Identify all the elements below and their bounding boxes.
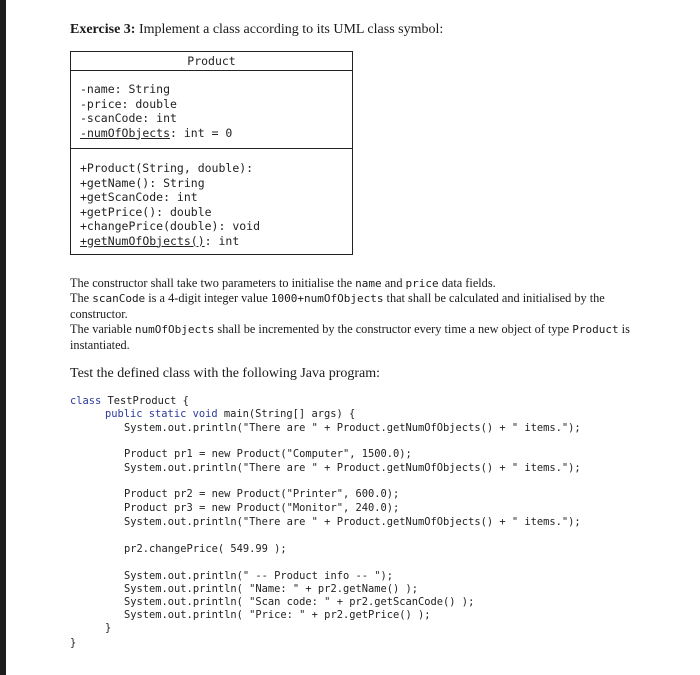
text: is instantiated. <box>70 322 630 352</box>
uml-static-op-name: getNumOfObjects() <box>86 233 205 248</box>
code-line: pr2.changePrice( 549.99 ); <box>124 543 287 555</box>
code-line: } <box>105 622 112 634</box>
uml-static-attr-name: numOfObjects <box>86 125 171 140</box>
uml-static-attr-prefix: - <box>80 125 87 140</box>
code-line: System.out.println("There are " + Product.getNumOfObjects() + " items."); <box>124 422 581 434</box>
code-term: numOfObjects <box>134 323 215 336</box>
uml-static-operation <box>80 234 352 249</box>
test-heading: Test the defined class with the following Java program: <box>70 366 381 381</box>
code-term: 1000+numOfObjects <box>270 292 384 305</box>
description-paragraph-numofobjects <box>70 322 665 353</box>
code-line: Product pr2 = new Product("Printer", 600.0); <box>124 488 400 500</box>
left-edge-bar <box>0 0 6 675</box>
code-line: System.out.println( "Price: " + pr2.getPrice() ); <box>124 609 431 621</box>
exercise-label: Exercise 3: <box>70 22 136 37</box>
description-paragraph-scancode <box>70 291 665 322</box>
uml-class-diagram <box>70 51 353 255</box>
code-keyword: class <box>70 395 102 407</box>
uml-class-name: Product <box>71 52 352 71</box>
uml-attribute: -scanCode: int <box>80 111 177 125</box>
code-text: TestProduct { <box>101 395 189 407</box>
text: The <box>70 291 93 305</box>
uml-operations <box>71 149 352 248</box>
code-term: Product <box>572 323 619 336</box>
code-line: Product pr1 = new Product("Computer", 1500.0); <box>124 448 412 460</box>
exercise-text: Implement a class according to its UML class symbol: <box>135 22 444 37</box>
text: is a 4-digit integer value <box>145 291 271 305</box>
uml-attributes <box>71 71 352 149</box>
code-line: System.out.println("There are " + Product.getNumOfObjects() + " items."); <box>124 516 581 528</box>
text: The constructor shall take two parameters to initialise the <box>70 276 356 290</box>
text: The variable <box>70 322 135 336</box>
code-line <box>70 395 189 408</box>
code-line: } <box>70 637 77 649</box>
code-term: name <box>355 277 382 290</box>
code-term: scanCode <box>92 292 146 305</box>
code-keyword: public static void <box>105 408 218 420</box>
uml-operation: +getScanCode: int <box>80 190 198 204</box>
uml-operation: +getName(): String <box>80 175 205 190</box>
uml-operation: +Product(String, double): <box>80 161 254 175</box>
uml-operation: +getPrice(): double <box>80 204 212 219</box>
exercise-title <box>70 22 443 38</box>
code-line: System.out.println( "Scan code: " + pr2.getScanCode() ); <box>124 596 475 608</box>
code-term: price <box>405 277 439 290</box>
text: that shall be calculated and initialised by the constructor. <box>70 291 605 321</box>
uml-static-attribute <box>80 126 352 141</box>
uml-attribute: -price: double <box>80 96 177 111</box>
code-line: System.out.println( "Name: " + pr2.getName() ); <box>124 583 419 595</box>
code-line <box>105 408 355 421</box>
description-paragraph-constructor <box>70 276 665 292</box>
code-line: Product pr3 = new Product("Monitor", 240.0); <box>124 502 400 514</box>
code-line: System.out.println(" -- Product info -- "); <box>124 570 393 582</box>
uml-static-op-prefix: + <box>80 233 87 248</box>
code-text: main(String[] args) { <box>217 408 356 420</box>
text: and <box>381 276 406 290</box>
uml-attribute: -name: String <box>80 82 171 96</box>
text: shall be incremented by the constructor every time a new object of type <box>214 322 573 336</box>
uml-static-op-rest: : int <box>204 233 240 248</box>
uml-operation: +changePrice(double): void <box>80 219 261 233</box>
uml-static-attr-rest: : int = 0 <box>170 125 233 140</box>
text: data fields. <box>438 276 496 290</box>
code-line: System.out.println("There are " + Product.getNumOfObjects() + " items."); <box>124 462 581 474</box>
